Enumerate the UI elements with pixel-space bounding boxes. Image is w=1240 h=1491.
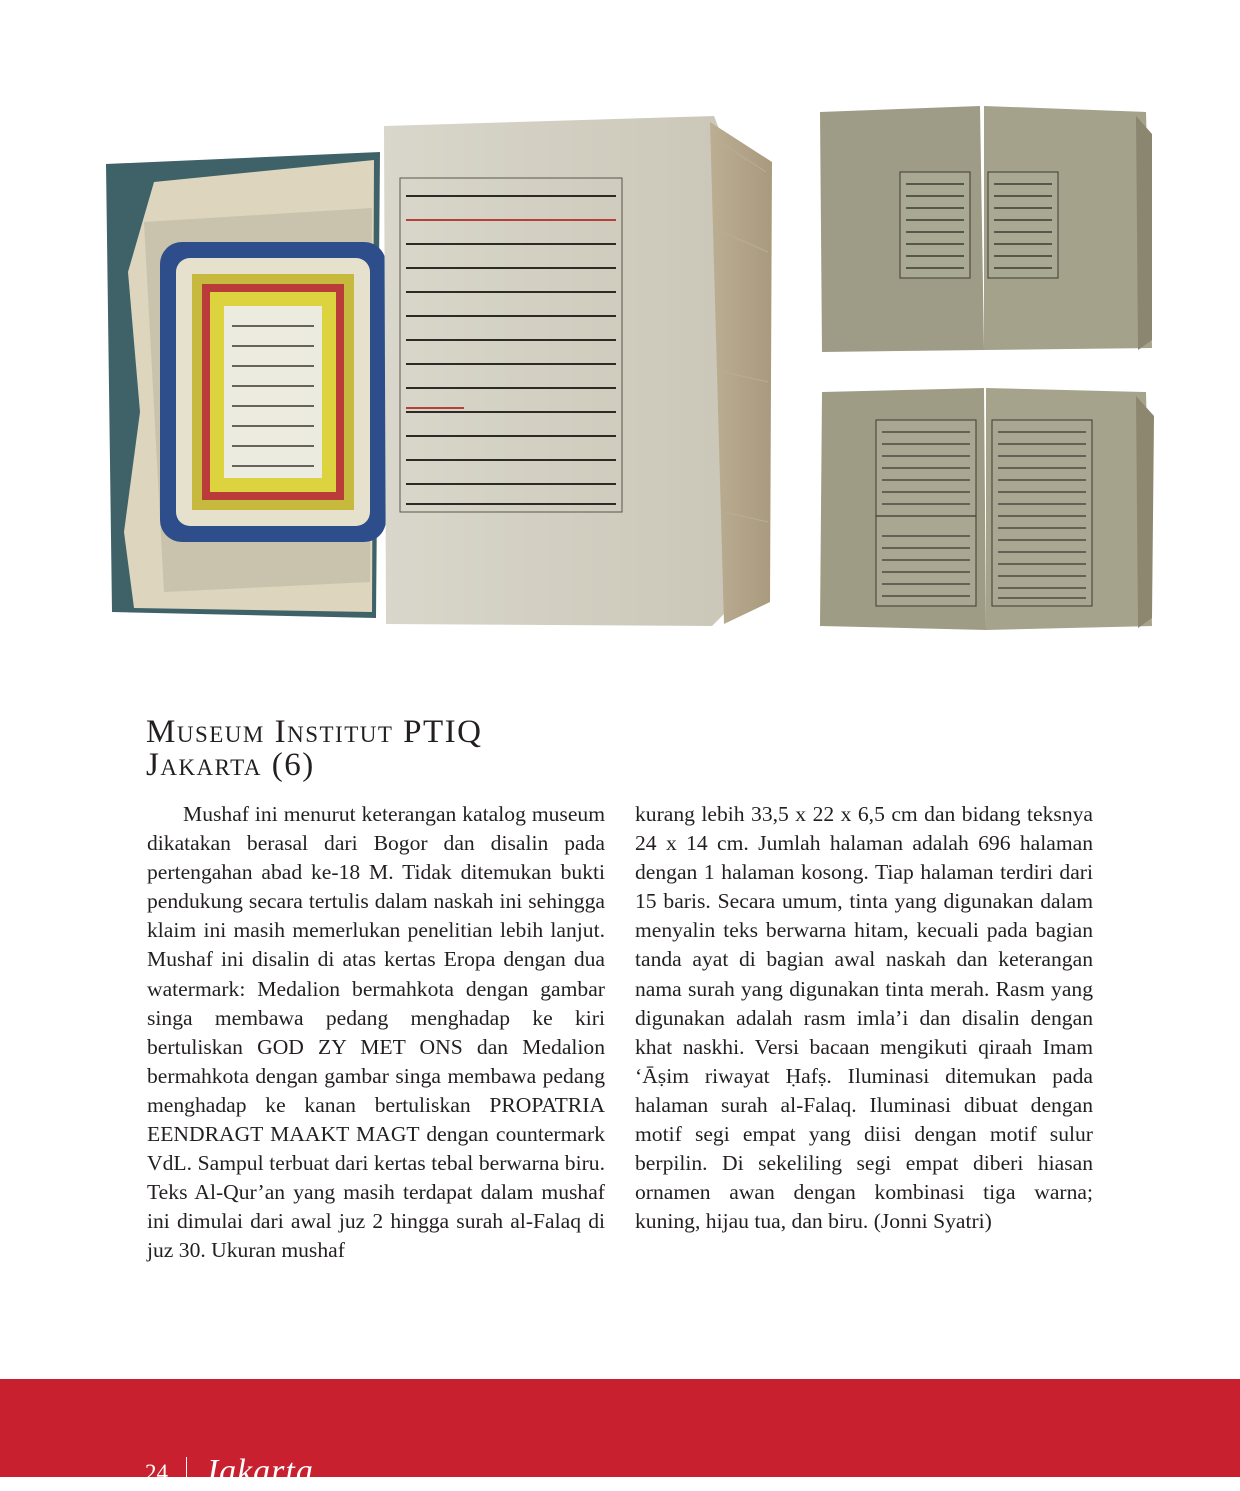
body-column-right: kurang lebih 33,5 x 22 x 6,5 cm dan bidang teksnya 24 x 14 cm. Jumlah halaman adalah 696 halaman dengan 1 halaman kosong. Tiap halaman terdiri dari 15 baris. Secara umum, tinta yang digunakan dalam menyalin teks berwarna hitam, kecuali pada bagian tanda ayat di bagian awal naskah dan keterangan nama surah yang digunakan tinta merah. Rasm yang digunakan adalah rasm imla’i dan disalin dengan khat naskhi. Versi bacaan mengikuti qiraah Imam ‘Āṣim riwayat Ḥafṣ. Iluminasi ditemukan pada halaman surah al-Falaq. Iluminasi dibuat dengan motif segi empat yang diisi dengan motif sulur berpilin. Di sekeliling segi empat diberi hiasan ornamen awan dengan kombinasi tiga warna; kuning, hijau tua, dan biru. (Jonni Syatri): [635, 802, 1093, 1234]
article-title-line-1: Museum Institut PTIQ: [146, 714, 483, 750]
running-head: Jakarta: [203, 1453, 314, 1490]
body-column-left: Mushaf ini menurut keterangan katalog museum dikatakan berasal dari Bogor dan disalin pada pertengahan abad ke-18 M. Tidak ditemukan bukti pendukung secara tertulis dalam naskah ini sehingga klaim ini masih memerlukan penelitian lebih lanjut. Mushaf ini disalin di atas kertas Eropa dengan dua watermark: Medalion bermahkota dengan gambar singa membawa pedang menghadap ke kiri bertuliskan GOD ZY MET ONS dan Medalion bermahkota dengan gambar singa membawa pedang menghadap ke kanan bertuliskan PROPATRIA EENDRAGT MAAKT MAGT dengan countermark VdL. Sampul terbuat dari kertas tebal berwarna biru. Teks Al-Qur’an yang masih terdapat dalam mushaf ini dimulai dari awal juz 2 hingga surah al-Falaq di juz 30. Ukuran mushaf: [147, 802, 605, 1263]
manuscript-small-photo-2: [818, 386, 1154, 634]
footer-divider: [186, 1457, 187, 1483]
manuscript-main-photo: [104, 112, 774, 640]
page-number: 24: [145, 1460, 168, 1485]
manuscript-small-photo-1: [816, 104, 1154, 356]
article-title: [146, 716, 606, 782]
article-title-line-2: Jakarta (6): [146, 747, 315, 783]
